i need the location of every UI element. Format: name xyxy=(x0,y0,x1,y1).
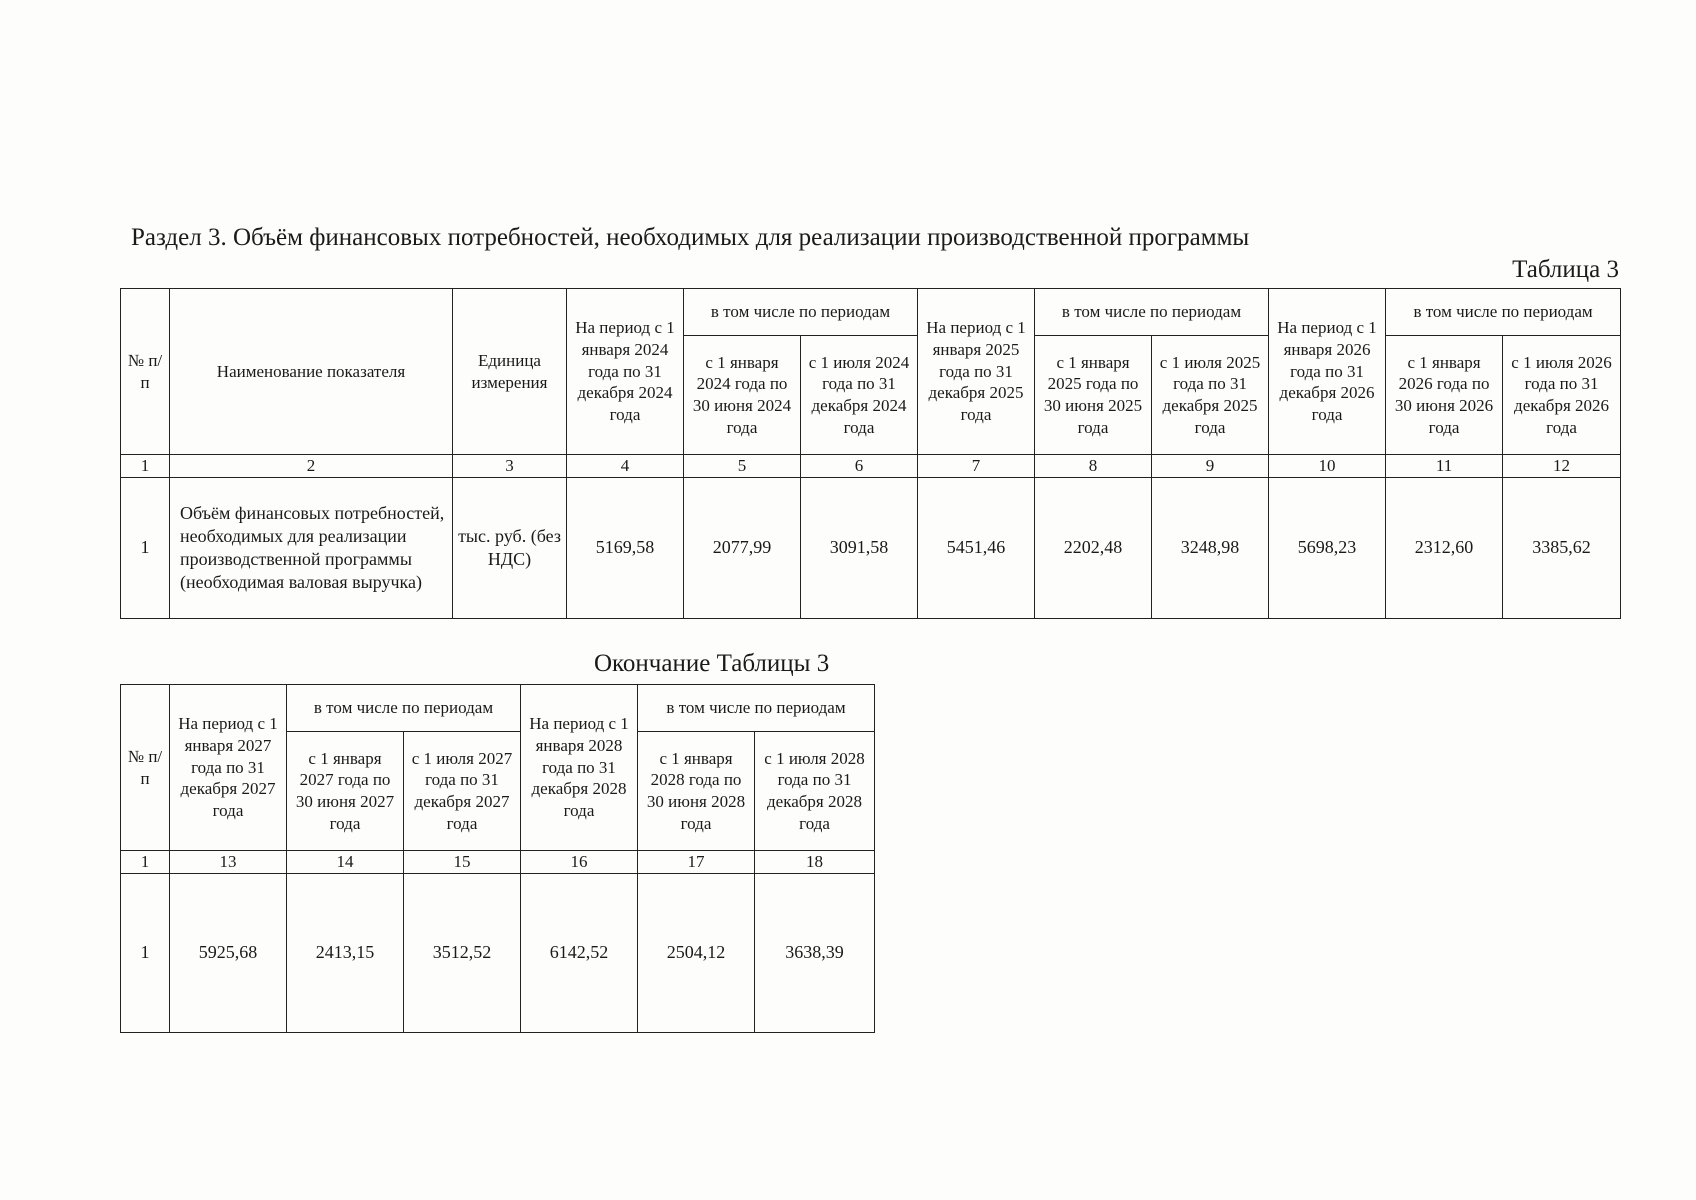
column-number: 5 xyxy=(684,455,801,478)
header-including-2026: в том числе по периодам xyxy=(1386,289,1621,336)
value-cell: 2077,99 xyxy=(684,478,801,619)
unit-value: тыс. руб. (без НДС) xyxy=(453,478,567,619)
column-number: 11 xyxy=(1386,455,1503,478)
value-cell: 6142,52 xyxy=(521,874,638,1033)
column-number: 6 xyxy=(801,455,918,478)
column-number: 1 xyxy=(121,851,170,874)
header-period-2025: На период с 1 января 2025 года по 31 декабря 2025 года xyxy=(918,289,1035,455)
column-number: 10 xyxy=(1269,455,1386,478)
column-number: 16 xyxy=(521,851,638,874)
header-including-2024: в том числе по периодам xyxy=(684,289,918,336)
column-number: 13 xyxy=(170,851,287,874)
header-unit: Единица измерения xyxy=(453,289,567,455)
column-number: 2 xyxy=(170,455,453,478)
header-2025-h2: с 1 июля 2025 года по 31 декабря 2025 года xyxy=(1152,336,1269,455)
header-2027-h1: с 1 января 2027 года по 30 июня 2027 года xyxy=(287,732,404,851)
header-2024-h2: с 1 июля 2024 года по 31 декабря 2024 года xyxy=(801,336,918,455)
header-2026-h1: с 1 января 2026 года по 30 июня 2026 года xyxy=(1386,336,1503,455)
financial-needs-table xyxy=(120,288,1621,619)
section-heading: Раздел 3. Объём финансовых потребностей, необходимых для реализации производственной программы xyxy=(131,224,1250,251)
table-row xyxy=(121,478,1621,619)
value-cell: 3248,98 xyxy=(1152,478,1269,619)
column-number: 4 xyxy=(567,455,684,478)
header-2026-h2: с 1 июля 2026 года по 31 декабря 2026 года xyxy=(1503,336,1621,455)
value-cell: 2202,48 xyxy=(1035,478,1152,619)
column-number: 3 xyxy=(453,455,567,478)
value-cell: 2504,12 xyxy=(638,874,755,1033)
column-number: 18 xyxy=(755,851,875,874)
row-number: 1 xyxy=(121,874,170,1033)
header-2028-h1: с 1 января 2028 года по 30 июня 2028 года xyxy=(638,732,755,851)
value-cell: 2312,60 xyxy=(1386,478,1503,619)
column-number-row xyxy=(121,851,875,874)
value-cell: 5451,46 xyxy=(918,478,1035,619)
column-number: 14 xyxy=(287,851,404,874)
column-number: 15 xyxy=(404,851,521,874)
header-including-2027: в том числе по периодам xyxy=(287,685,521,732)
header-including-2025: в том числе по периодам xyxy=(1035,289,1269,336)
row-number: 1 xyxy=(121,478,170,619)
value-cell: 3385,62 xyxy=(1503,478,1621,619)
header-indicator-name: Наименование показателя xyxy=(170,289,453,455)
column-number: 9 xyxy=(1152,455,1269,478)
header-period-2028: На период с 1 января 2028 года по 31 декабря 2028 года xyxy=(521,685,638,851)
header-period-2027: На период с 1 января 2027 года по 31 декабря 2027 года xyxy=(170,685,287,851)
header-period-2024: На период с 1 января 2024 года по 31 декабря 2024 года xyxy=(567,289,684,455)
header-2024-h1: с 1 января 2024 года по 30 июня 2024 года xyxy=(684,336,801,455)
value-cell: 2413,15 xyxy=(287,874,404,1033)
header-2028-h2: с 1 июля 2028 года по 31 декабря 2028 года xyxy=(755,732,875,851)
header-number: № п/п xyxy=(121,685,170,851)
value-cell: 3512,52 xyxy=(404,874,521,1033)
column-number: 7 xyxy=(918,455,1035,478)
header-2025-h1: с 1 января 2025 года по 30 июня 2025 года xyxy=(1035,336,1152,455)
column-number-row xyxy=(121,455,1621,478)
header-number: № п/п xyxy=(121,289,170,455)
value-cell: 3091,58 xyxy=(801,478,918,619)
header-including-2028: в том числе по периодам xyxy=(638,685,875,732)
value-cell: 3638,39 xyxy=(755,874,875,1033)
column-number: 12 xyxy=(1503,455,1621,478)
value-cell: 5169,58 xyxy=(567,478,684,619)
indicator-name: Объём финансовых потребностей, необходимых для реализации производственной программы (необходимая валовая выручка) xyxy=(170,478,453,619)
financial-needs-table-end xyxy=(120,684,875,1033)
table-continuation-caption: Окончание Таблицы 3 xyxy=(594,650,830,677)
header-period-2026: На период с 1 января 2026 года по 31 декабря 2026 года xyxy=(1269,289,1386,455)
column-number: 1 xyxy=(121,455,170,478)
value-cell: 5925,68 xyxy=(170,874,287,1033)
column-number: 17 xyxy=(638,851,755,874)
header-2027-h2: с 1 июля 2027 года по 31 декабря 2027 года xyxy=(404,732,521,851)
table-caption: Таблица 3 xyxy=(1512,256,1619,283)
column-number: 8 xyxy=(1035,455,1152,478)
table-row xyxy=(121,874,875,1033)
value-cell: 5698,23 xyxy=(1269,478,1386,619)
